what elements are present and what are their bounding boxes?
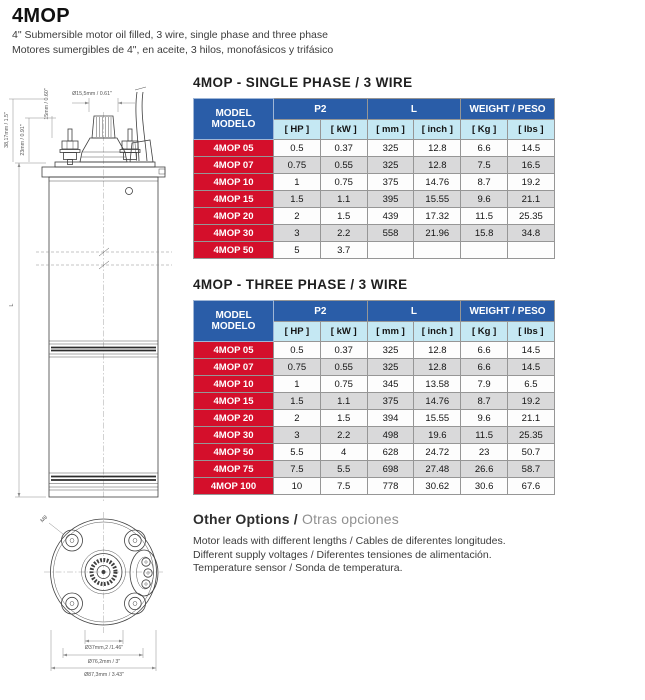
- model-cell: 4MOP 50: [194, 242, 274, 259]
- value-cell: 1.1: [320, 191, 367, 208]
- table-row: [194, 157, 555, 174]
- value-cell: 17.32: [414, 208, 461, 225]
- value-cell: 3: [274, 225, 321, 242]
- value-cell: 12.8: [414, 157, 461, 174]
- value-cell: 25.35: [508, 427, 555, 444]
- table-row: [194, 174, 555, 191]
- table-row: [194, 478, 555, 495]
- value-cell: 375: [367, 174, 414, 191]
- value-cell: 7.5: [461, 157, 508, 174]
- value-cell: 325: [367, 157, 414, 174]
- value-cell: 12.8: [414, 140, 461, 157]
- value-cell: 2: [274, 410, 321, 427]
- value-cell: 1.5: [320, 208, 367, 225]
- value-cell: 14.76: [414, 393, 461, 410]
- value-cell: 11.5: [461, 208, 508, 225]
- value-cell: 0.5: [274, 342, 321, 359]
- value-cell: 58.7: [508, 461, 555, 478]
- table-row: [194, 191, 555, 208]
- model-cell: 4MOP 15: [194, 191, 274, 208]
- value-cell: [508, 242, 555, 259]
- unit-header-hp: [ HP ]: [274, 120, 321, 140]
- unit-header-lbs: [ lbs ]: [508, 120, 555, 140]
- three-phase-section: [193, 276, 557, 495]
- model-header-line1: MODEL: [215, 108, 252, 119]
- column-header-p2: P2: [274, 301, 368, 322]
- column-header-l: L: [367, 99, 461, 120]
- value-cell: 5.5: [274, 444, 321, 461]
- unit-header-kw: [ kW ]: [320, 322, 367, 342]
- value-cell: 9.6: [461, 191, 508, 208]
- value-cell: 27.48: [414, 461, 461, 478]
- unit-header-kg: [ Kg ]: [461, 120, 508, 140]
- hub-diameter-label: Ø37mm,2 /1.46": [84, 645, 124, 651]
- value-cell: 50.7: [508, 444, 555, 461]
- value-cell: 0.55: [320, 359, 367, 376]
- value-cell: 2.2: [320, 225, 367, 242]
- bolt-circle-diameter-label: Ø76,2mm / 3": [87, 659, 121, 665]
- model-header-line1: MODEL: [215, 310, 252, 321]
- value-cell: 21.1: [508, 191, 555, 208]
- value-cell: 30.6: [461, 478, 508, 495]
- value-cell: 16.5: [508, 157, 555, 174]
- model-cell: 4MOP 20: [194, 208, 274, 225]
- unit-header-mm: [ mm ]: [367, 322, 414, 342]
- model-cell: 4MOP 100: [194, 478, 274, 495]
- value-cell: 325: [367, 140, 414, 157]
- value-cell: 778: [367, 478, 414, 495]
- value-cell: 1: [274, 174, 321, 191]
- value-cell: 1.5: [320, 410, 367, 427]
- value-cell: 439: [367, 208, 414, 225]
- value-cell: 698: [367, 461, 414, 478]
- model-cell: 4MOP 05: [194, 140, 274, 157]
- value-cell: 0.75: [320, 174, 367, 191]
- column-header-model: [194, 99, 274, 140]
- model-cell: 4MOP 30: [194, 427, 274, 444]
- option-line-leads: Motor leads with different lengths / Cables de diferentes longitudes.: [193, 535, 506, 547]
- value-cell: 14.5: [508, 140, 555, 157]
- model-header-line2: MODELO: [211, 119, 256, 130]
- value-cell: 5: [274, 242, 321, 259]
- overall-length-label: L: [9, 303, 15, 307]
- value-cell: 8.7: [461, 393, 508, 410]
- value-cell: 30.62: [414, 478, 461, 495]
- value-cell: 14.76: [414, 174, 461, 191]
- value-cell: 23: [461, 444, 508, 461]
- value-cell: [461, 242, 508, 259]
- value-cell: 13.58: [414, 376, 461, 393]
- value-cell: 19.2: [508, 393, 555, 410]
- bolt-thread-label: M8: [39, 514, 50, 525]
- value-cell: [414, 242, 461, 259]
- value-cell: 7.5: [274, 461, 321, 478]
- value-cell: 9.6: [461, 410, 508, 427]
- unit-header-kg: [ Kg ]: [461, 322, 508, 342]
- value-cell: 0.55: [320, 157, 367, 174]
- cable-guard: [130, 550, 158, 596]
- model-cell: 4MOP 75: [194, 461, 274, 478]
- mount-height-label: 23mm / 0.91": [20, 124, 26, 156]
- table-row: [194, 225, 555, 242]
- three-phase-title: 4MOP - THREE PHASE / 3 WIRE: [193, 277, 408, 292]
- column-header-l: L: [367, 301, 461, 322]
- tie-bolt-left: [60, 129, 80, 165]
- shaft-diameter-label: Ø15,5mm / 0.61": [72, 91, 112, 97]
- value-cell: [367, 242, 414, 259]
- value-cell: 67.6: [508, 478, 555, 495]
- table-row: [194, 208, 555, 225]
- value-cell: 325: [367, 342, 414, 359]
- value-cell: 0.75: [320, 376, 367, 393]
- value-cell: 25.35: [508, 208, 555, 225]
- column-header-p2: P2: [274, 99, 368, 120]
- value-cell: 26.6: [461, 461, 508, 478]
- value-cell: 0.75: [274, 359, 321, 376]
- value-cell: 34.8: [508, 225, 555, 242]
- page-title: 4MOP: [12, 5, 70, 27]
- value-cell: 14.5: [508, 359, 555, 376]
- value-cell: 1.1: [320, 393, 367, 410]
- value-cell: 325: [367, 359, 414, 376]
- value-cell: 12.8: [414, 342, 461, 359]
- model-cell: 4MOP 15: [194, 393, 274, 410]
- single-phase-table: [193, 98, 555, 259]
- value-cell: 6.6: [461, 359, 508, 376]
- model-cell: 4MOP 07: [194, 157, 274, 174]
- value-cell: 3.7: [320, 242, 367, 259]
- option-line-voltages: Different supply voltages / Diferentes tensiones de alimentación.: [193, 548, 492, 561]
- column-header-model: [194, 301, 274, 342]
- value-cell: 6.5: [508, 376, 555, 393]
- other-options-list: [193, 535, 557, 576]
- value-cell: 15.55: [414, 191, 461, 208]
- value-cell: 2.2: [320, 427, 367, 444]
- document-header: [12, 5, 572, 56]
- model-cell: 4MOP 30: [194, 225, 274, 242]
- subtitle-english: 4" Submersible motor oil filled, 3 wire, single phase and three phase: [12, 29, 328, 41]
- single-phase-title: 4MOP - SINGLE PHASE / 3 WIRE: [193, 75, 413, 90]
- value-cell: 558: [367, 225, 414, 242]
- column-header-weight: WEIGHT / PESO: [461, 301, 555, 322]
- content-column: [193, 74, 557, 576]
- value-cell: 8.7: [461, 174, 508, 191]
- table-row: [194, 242, 555, 259]
- table-row: [194, 376, 555, 393]
- value-cell: 1.5: [274, 393, 321, 410]
- value-cell: 394: [367, 410, 414, 427]
- value-cell: 345: [367, 376, 414, 393]
- motor-side-view: [4, 87, 172, 502]
- unit-header-kw: [ kW ]: [320, 120, 367, 140]
- subtitle-spanish: Motores sumergibles de 4", en aceite, 3 hilos, monofásicos y trifásico: [12, 43, 334, 56]
- value-cell: 375: [367, 393, 414, 410]
- other-options-title: [193, 510, 557, 528]
- unit-header-inch: [ inch ]: [414, 120, 461, 140]
- value-cell: 5.5: [320, 461, 367, 478]
- model-cell: 4MOP 20: [194, 410, 274, 427]
- three-phase-table: [193, 300, 555, 495]
- body-hole: [126, 188, 133, 195]
- table-row: [194, 393, 555, 410]
- single-phase-section: [193, 74, 557, 259]
- unit-header-mm: [ mm ]: [367, 120, 414, 140]
- value-cell: 4: [320, 444, 367, 461]
- value-cell: 19.2: [508, 174, 555, 191]
- value-cell: 0.37: [320, 342, 367, 359]
- value-cell: 21.96: [414, 225, 461, 242]
- value-cell: 21.1: [508, 410, 555, 427]
- value-cell: 15.55: [414, 410, 461, 427]
- value-cell: 0.75: [274, 157, 321, 174]
- table-row: [194, 461, 555, 478]
- model-header-line2: MODELO: [211, 321, 256, 332]
- model-cell: 4MOP 10: [194, 174, 274, 191]
- power-cable: [130, 87, 153, 162]
- head-height-label: 38,17mm / 1.5": [4, 112, 10, 148]
- other-options-title-es: Otras opciones: [297, 511, 399, 527]
- value-cell: 498: [367, 427, 414, 444]
- value-cell: 10: [274, 478, 321, 495]
- value-cell: 1: [274, 376, 321, 393]
- value-cell: 2: [274, 208, 321, 225]
- value-cell: 7.5: [320, 478, 367, 495]
- value-cell: 3: [274, 427, 321, 444]
- value-cell: 0.5: [274, 140, 321, 157]
- value-cell: 14.5: [508, 342, 555, 359]
- unit-header-inch: [ inch ]: [414, 322, 461, 342]
- column-header-weight: WEIGHT / PESO: [461, 99, 555, 120]
- motor-end-view: [40, 512, 163, 678]
- value-cell: 0.37: [320, 140, 367, 157]
- unit-header-hp: [ HP ]: [274, 322, 321, 342]
- value-cell: 15.8: [461, 225, 508, 242]
- outer-diameter-label: Ø87,3mm / 3.43": [84, 672, 124, 678]
- unit-header-lbs: [ lbs ]: [508, 322, 555, 342]
- end-view-dimensions: [51, 630, 156, 678]
- table-row: [194, 410, 555, 427]
- value-cell: 6.6: [461, 342, 508, 359]
- value-cell: 1.5: [274, 191, 321, 208]
- value-cell: 12.8: [414, 359, 461, 376]
- model-cell: 4MOP 07: [194, 359, 274, 376]
- model-cell: 4MOP 50: [194, 444, 274, 461]
- value-cell: 19.6: [414, 427, 461, 444]
- table-row: [194, 140, 555, 157]
- value-cell: 11.5: [461, 427, 508, 444]
- option-line-sensor: Temperature sensor / Sonda de temperatura.: [193, 562, 403, 574]
- table-row: [194, 342, 555, 359]
- other-options-title-en: Other Options /: [193, 511, 298, 527]
- value-cell: 6.6: [461, 140, 508, 157]
- value-cell: 628: [367, 444, 414, 461]
- table-row: [194, 427, 555, 444]
- shaft-length-label: 15mm / 0.60": [44, 88, 50, 120]
- motor-technical-drawing: [0, 78, 192, 700]
- other-options-section: [193, 510, 557, 576]
- value-cell: 24.72: [414, 444, 461, 461]
- model-cell: 4MOP 05: [194, 342, 274, 359]
- table-row: [194, 444, 555, 461]
- model-cell: 4MOP 10: [194, 376, 274, 393]
- value-cell: 7.9: [461, 376, 508, 393]
- value-cell: 395: [367, 191, 414, 208]
- table-row: [194, 359, 555, 376]
